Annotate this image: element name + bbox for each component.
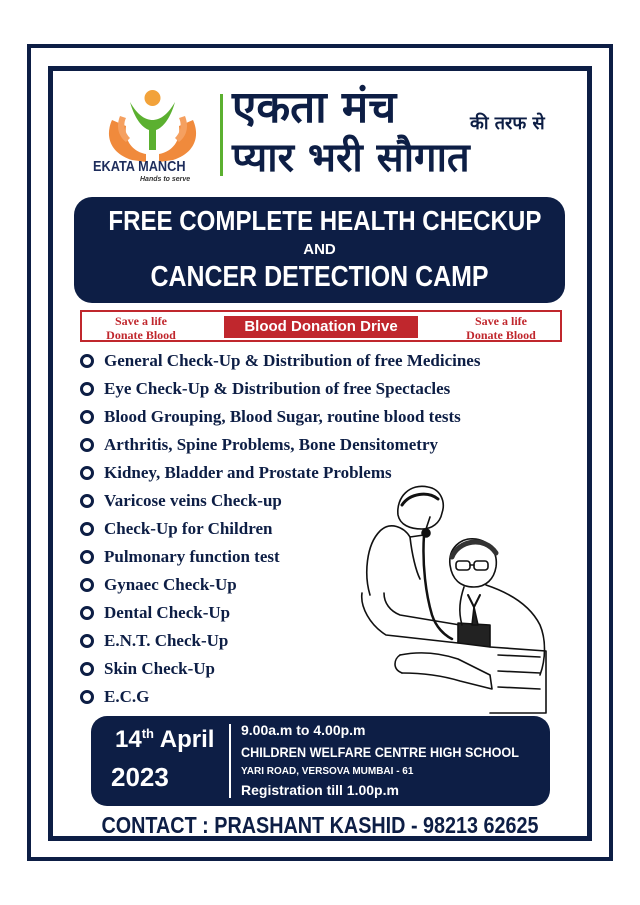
- blood-donation-label: Blood Donation Drive: [224, 316, 418, 338]
- service-text: Pulmonary function test: [104, 547, 280, 566]
- service-text: Blood Grouping, Blood Sugar, routine blood tests: [104, 407, 461, 426]
- event-date: [115, 726, 214, 754]
- circle-bullet-icon: [80, 578, 94, 592]
- save-life-left-line2: Donate Blood: [106, 328, 176, 342]
- event-address: YARI ROAD, VERSOVA MUMBAI - 61: [241, 766, 414, 777]
- list-item: [80, 375, 480, 403]
- circle-bullet-icon: [80, 466, 94, 480]
- service-text: Gynaec Check-Up: [104, 575, 237, 594]
- logo-tagline: Hands to serve: [140, 176, 191, 183]
- banner-line2: AND: [303, 241, 336, 258]
- contact-line: CONTACT : PRASHANT KASHID - 98213 62625: [101, 812, 539, 838]
- circle-bullet-icon: [80, 494, 94, 508]
- list-item: [80, 431, 480, 459]
- list-item: [80, 347, 480, 375]
- list-item: [80, 403, 480, 431]
- save-life-right: [446, 314, 556, 342]
- banner-line3: CANCER DETECTION CAMP: [150, 261, 489, 293]
- circle-bullet-icon: [80, 522, 94, 536]
- info-divider: [229, 724, 231, 798]
- service-text: E.N.T. Check-Up: [104, 631, 229, 650]
- event-day: 14: [115, 726, 142, 753]
- service-text: E.C.G: [104, 687, 150, 706]
- circle-bullet-icon: [80, 550, 94, 564]
- service-text: Skin Check-Up: [104, 659, 216, 678]
- service-text: Arthritis, Spine Problems, Bone Densitometry: [104, 435, 438, 454]
- save-life-left-line1: Save a life: [115, 314, 167, 328]
- circle-bullet-icon: [80, 410, 94, 424]
- hindi-title-line2: प्यार भरी सौगात: [232, 134, 470, 181]
- logo-name: EKATA MANCH: [92, 158, 186, 175]
- circle-bullet-icon: [80, 382, 94, 396]
- event-day-suffix: th: [141, 726, 154, 741]
- circle-bullet-icon: [80, 438, 94, 452]
- circle-bullet-icon: [80, 690, 94, 704]
- event-time: 9.00a.m to 4.00p.m: [241, 722, 366, 738]
- service-text: General Check-Up & Distribution of free Medicines: [104, 351, 481, 370]
- event-registration: Registration till 1.00p.m: [241, 782, 399, 798]
- header-divider: [220, 94, 223, 176]
- save-life-right-line2: Donate Blood: [466, 328, 536, 342]
- event-month: April: [159, 726, 215, 753]
- circle-bullet-icon: [80, 354, 94, 368]
- blood-donation-strip: [80, 310, 562, 342]
- hindi-title-line1-small: की तरफ से: [470, 113, 545, 134]
- service-text: Dental Check-Up: [104, 603, 231, 622]
- circle-bullet-icon: [80, 634, 94, 648]
- event-info-box: [91, 716, 550, 806]
- banner-line1: FREE COMPLETE HEALTH CHECKUP: [108, 205, 542, 236]
- circle-bullet-icon: [80, 662, 94, 676]
- doctor-checking-blood-pressure-illustration: [340, 475, 555, 715]
- save-life-left: [86, 314, 196, 342]
- service-text: Check-Up for Children: [104, 519, 273, 538]
- main-banner: [74, 197, 565, 303]
- service-text: Varicose veins Check-up: [104, 491, 282, 510]
- event-year: 2023: [111, 762, 169, 792]
- hindi-title-line1: एकता मंच: [232, 82, 397, 133]
- circle-bullet-icon: [80, 606, 94, 620]
- service-text: Kidney, Bladder and Prostate Problems: [104, 463, 392, 482]
- service-text: Eye Check-Up & Distribution of free Spectacles: [104, 379, 451, 398]
- event-venue: CHILDREN WELFARE CENTRE HIGH SCHOOL: [241, 744, 519, 760]
- save-life-right-line1: Save a life: [475, 314, 527, 328]
